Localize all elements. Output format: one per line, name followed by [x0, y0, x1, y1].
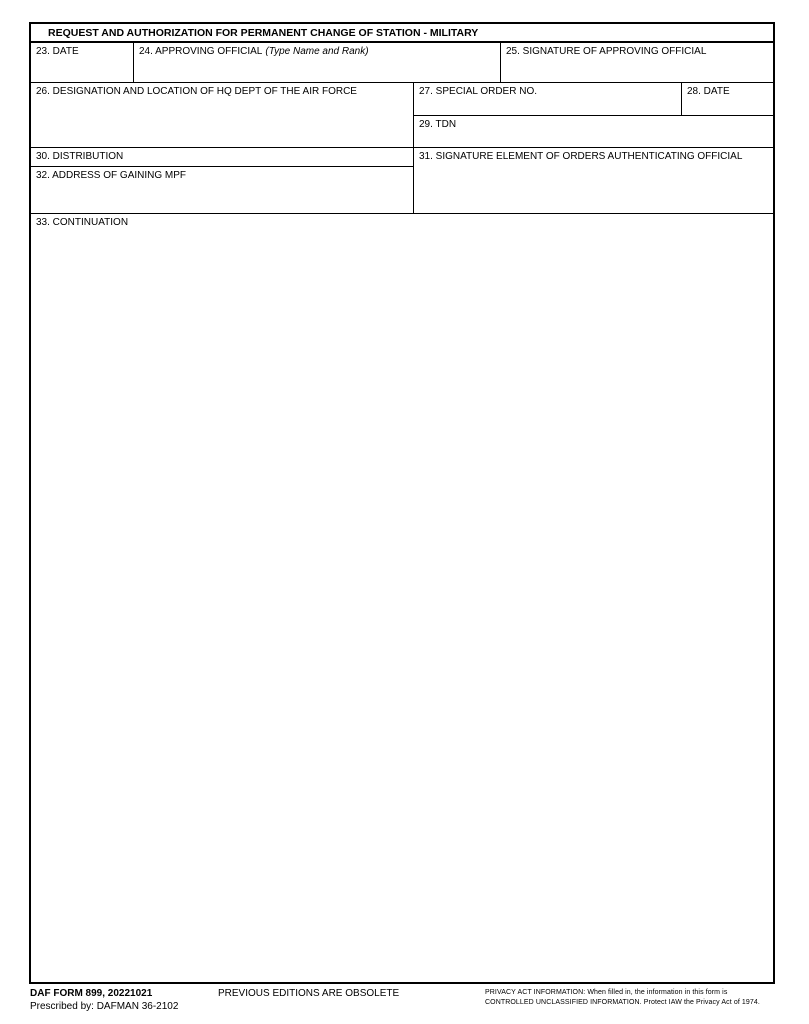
daf-form-899-table: [29, 22, 775, 984]
field-24-label: 24. APPROVING OFFICIAL: [139, 46, 263, 57]
privacy-act-line-1: PRIVACY ACT INFORMATION: When filled in, the information in this form is: [485, 989, 728, 996]
field-26-designation-location-hq[interactable]: [31, 83, 414, 147]
row-c-left-column: [31, 148, 414, 213]
form-number: DAF FORM 899, 20221021: [30, 988, 153, 999]
field-24-hint: (Type Name and Rank): [265, 46, 369, 57]
field-27-special-order-no[interactable]: [414, 83, 682, 115]
field-30-distribution[interactable]: [31, 148, 413, 167]
field-33-continuation[interactable]: [31, 214, 773, 982]
field-24-approving-official[interactable]: [134, 43, 501, 82]
editions-obsolete-note: PREVIOUS EDITIONS ARE OBSOLETE: [218, 988, 400, 999]
field-27-label: 27. SPECIAL ORDER NO.: [419, 86, 537, 97]
row-b-right-column: [414, 83, 773, 147]
field-30-label: 30. DISTRIBUTION: [36, 151, 124, 162]
privacy-act-line-2: CONTROLLED UNCLASSIFIED INFORMATION. Protect IAW the Privacy Act of 1974.: [485, 998, 760, 1006]
row-23-24-25: [31, 43, 773, 83]
field-32-address-gaining-mpf[interactable]: [31, 167, 413, 213]
field-26-label: 26. DESIGNATION AND LOCATION OF HQ DEPT OF THE AIR FORCE: [36, 86, 357, 97]
form-title: REQUEST AND AUTHORIZATION FOR PERMANENT CHANGE OF STATION - MILITARY: [48, 26, 479, 39]
footer-form-identification: [30, 987, 178, 1013]
row-26-27-28-29: [31, 83, 773, 148]
field-31-signature-element[interactable]: [414, 148, 773, 213]
row-33: [31, 214, 773, 982]
field-28-label: 28. DATE: [687, 86, 730, 97]
privacy-act-notice: [485, 988, 760, 1007]
form-title-bar: [31, 24, 773, 43]
field-23-date[interactable]: [31, 43, 134, 82]
row-30-31-32: [31, 148, 773, 214]
field-23-label: 23. DATE: [36, 46, 79, 57]
field-25-signature-approving-official[interactable]: [501, 43, 773, 82]
field-29-tdn[interactable]: [414, 116, 773, 147]
field-32-label: 32. ADDRESS OF GAINING MPF: [36, 170, 187, 181]
prescribed-by: Prescribed by: DAFMAN 36-2102: [30, 1001, 179, 1012]
field-25-label: 25. SIGNATURE OF APPROVING OFFICIAL: [506, 46, 707, 57]
field-28-date[interactable]: [682, 83, 773, 115]
field-31-label: 31. SIGNATURE ELEMENT OF ORDERS AUTHENTICATING OFFICIAL: [419, 151, 743, 162]
field-33-label: 33. CONTINUATION: [36, 217, 129, 228]
row-27-28: [414, 83, 773, 116]
field-29-label: 29. TDN: [419, 119, 457, 130]
